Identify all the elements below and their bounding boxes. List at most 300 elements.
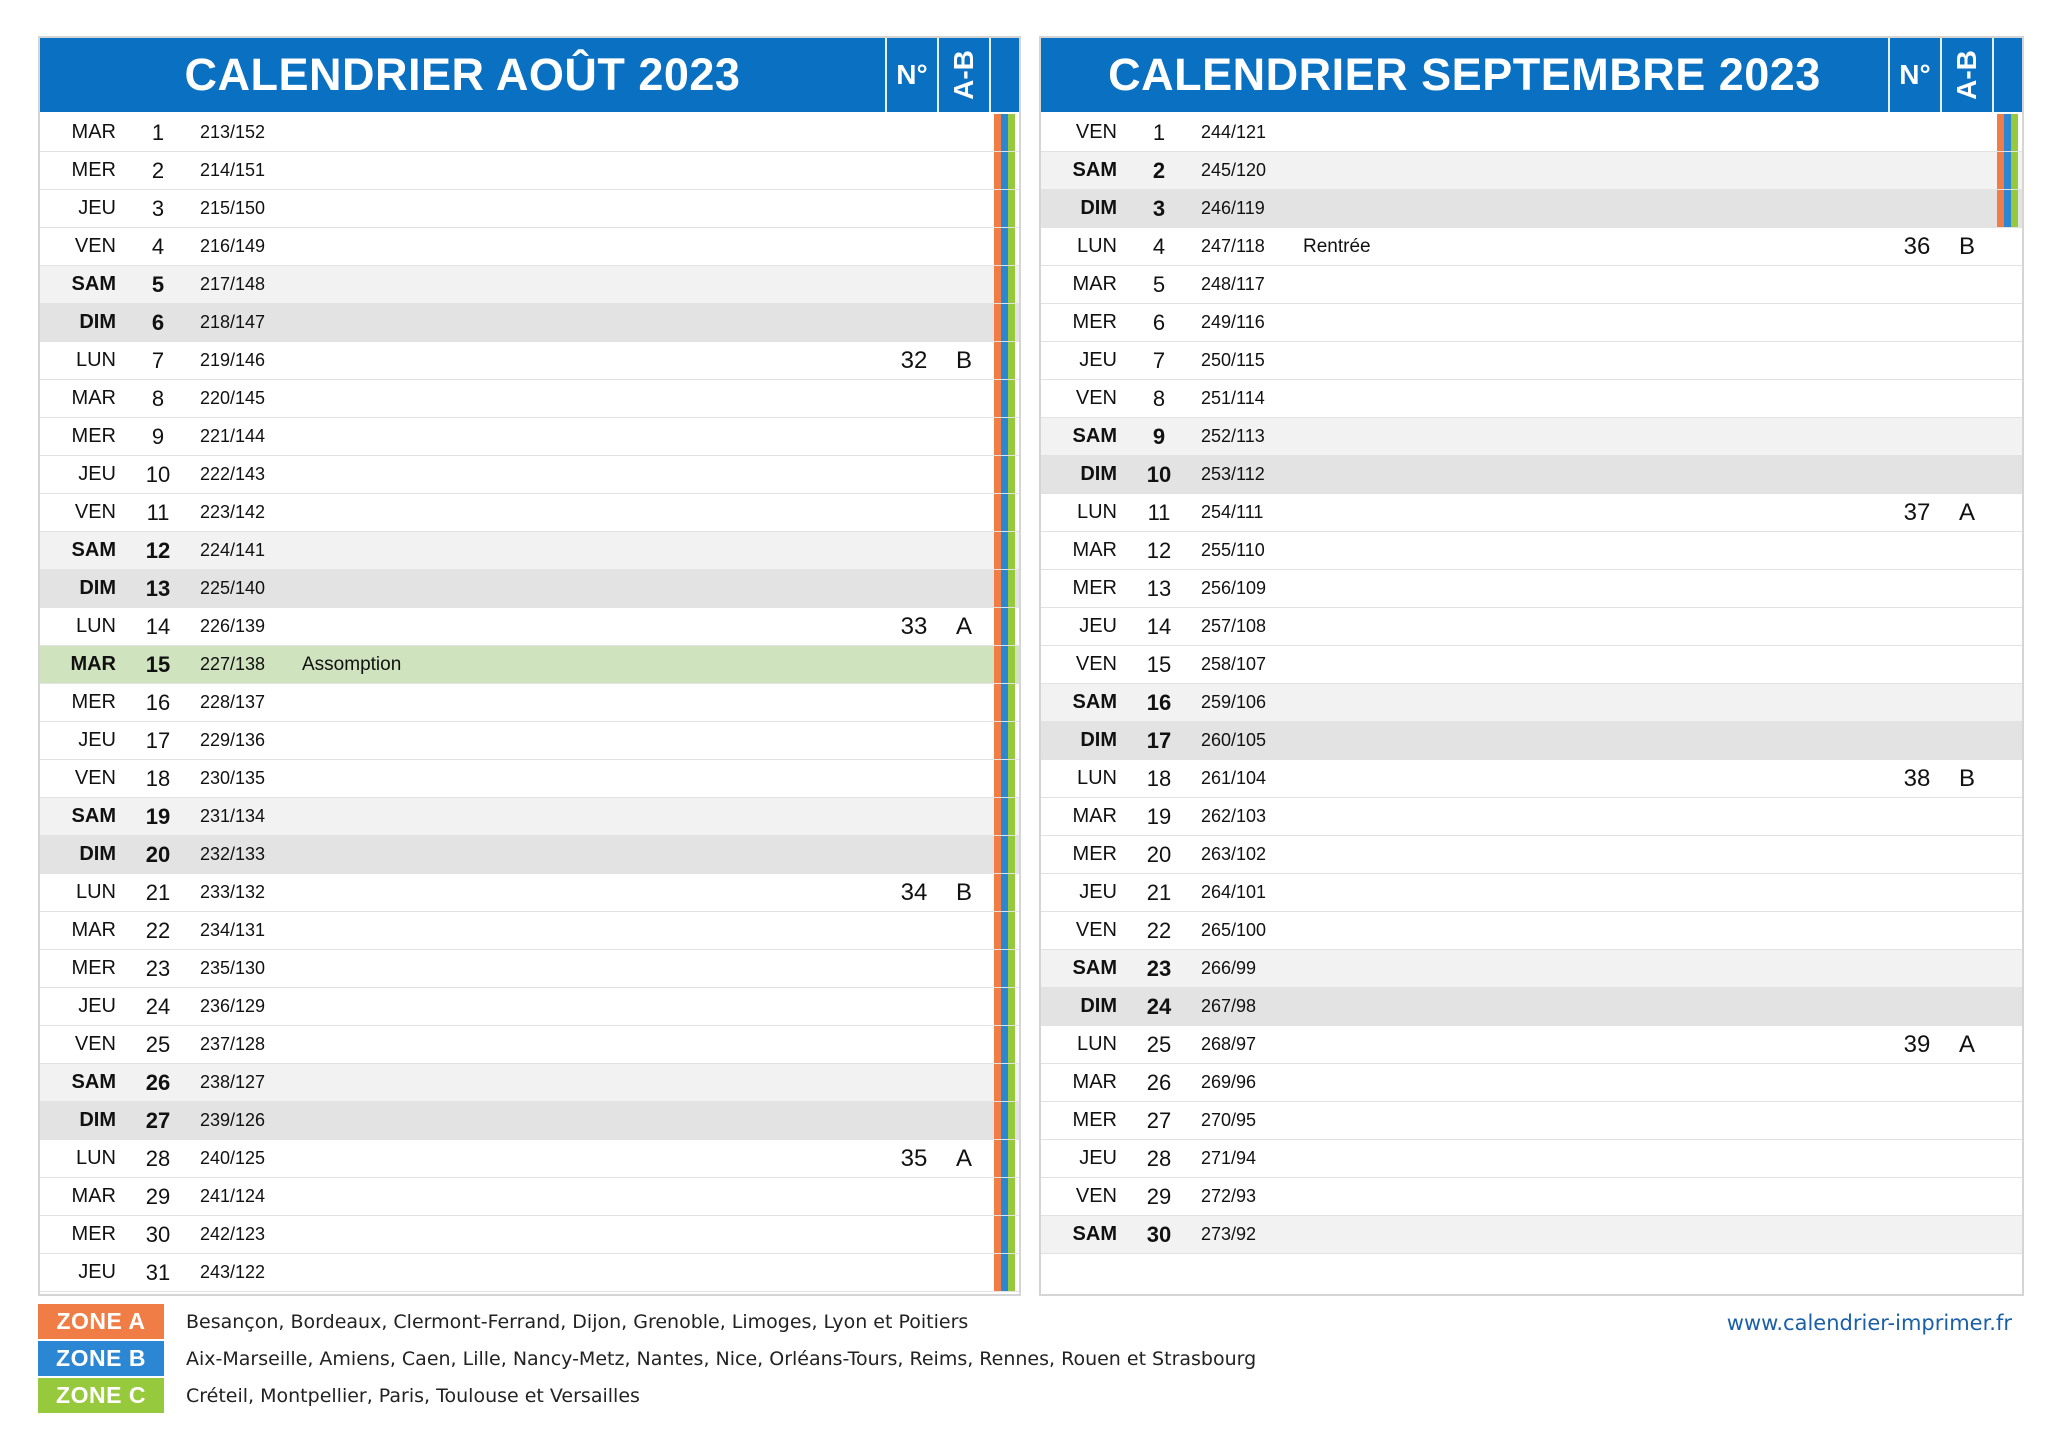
day-number: 28 — [145, 1145, 171, 1171]
year-day-count: 268/97 — [1201, 1034, 1257, 1054]
day-of-week: SAM — [71, 273, 116, 295]
zone-c-stripe — [1008, 1178, 1015, 1215]
day-number: 1 — [1152, 119, 1166, 145]
year-day-count: 230/135 — [200, 768, 266, 788]
day-number: 1 — [151, 119, 165, 145]
day-of-week: VEN — [1075, 121, 1117, 143]
zone-c-stripe — [1008, 1102, 1015, 1139]
ab-week: B — [955, 346, 972, 374]
day-number: 29 — [145, 1183, 171, 1209]
day-number: 16 — [1146, 689, 1172, 715]
day-of-week: MAR — [71, 121, 116, 143]
year-day-count: 241/124 — [200, 1186, 266, 1206]
zone-b-badge: ZONE B — [38, 1341, 164, 1376]
day-of-week: MER — [1072, 843, 1117, 865]
day-row — [40, 798, 1019, 836]
zone-a-stripe — [994, 342, 1001, 379]
day-of-week: MAR — [71, 1185, 116, 1207]
day-number: 19 — [1146, 803, 1172, 829]
zone-stripes — [1992, 418, 2022, 455]
year-day-count: 253/112 — [1201, 464, 1265, 484]
calendar-title: CALENDRIER AOÛT 2023 — [184, 49, 741, 100]
day-row — [40, 1064, 1019, 1102]
zone-stripes — [1992, 114, 2022, 151]
day-number: 12 — [145, 537, 171, 563]
day-number: 13 — [1146, 575, 1172, 601]
zone-stripes — [989, 1026, 1019, 1063]
zone-c-stripe — [1008, 1140, 1015, 1177]
day-row — [40, 418, 1019, 456]
zone-a-stripe — [994, 1178, 1001, 1215]
zone-a-stripe — [994, 1254, 1001, 1291]
zone-c-stripe — [1008, 1064, 1015, 1101]
day-of-week: VEN — [1075, 653, 1117, 675]
day-of-week: VEN — [74, 767, 116, 789]
zone-a-stripe — [1997, 114, 2004, 151]
zone-stripes — [989, 722, 1019, 759]
year-day-count: 270/95 — [1201, 1110, 1257, 1130]
zone-a-stripe — [994, 570, 1001, 607]
year-day-count: 257/108 — [1201, 616, 1267, 636]
day-of-week: SAM — [1072, 691, 1117, 713]
day-row — [1041, 836, 2022, 874]
calendar-september — [1039, 36, 2024, 1296]
zone-c-stripe — [1008, 1216, 1015, 1253]
day-row — [40, 874, 1019, 912]
ab-week: A — [1958, 1030, 1975, 1058]
day-number: 8 — [1152, 385, 1166, 411]
day-of-week: MER — [1072, 577, 1117, 599]
day-row — [40, 570, 1019, 608]
zone-b-stripe — [2004, 152, 2011, 189]
ab-week: B — [955, 878, 972, 906]
year-day-count: 258/107 — [1201, 654, 1267, 674]
day-of-week: MAR — [1072, 273, 1117, 295]
zone-a-stripe — [994, 304, 1001, 341]
day-row — [40, 646, 1019, 684]
calendar-header — [40, 38, 1019, 112]
zone-stripes — [989, 1102, 1019, 1139]
zone-c-stripe — [2011, 152, 2018, 189]
zone-stripes — [1992, 228, 2022, 265]
zone-stripes — [989, 1064, 1019, 1101]
zone-stripes — [1992, 456, 2022, 493]
day-of-week: SAM — [1072, 1223, 1117, 1245]
day-row — [40, 1026, 1019, 1064]
zone-a-stripe — [994, 228, 1001, 265]
day-row — [40, 760, 1019, 798]
day-row — [1041, 1064, 2022, 1102]
year-day-count: 226/139 — [200, 616, 266, 636]
year-day-count: 259/106 — [1201, 692, 1267, 712]
day-row — [40, 912, 1019, 950]
day-of-week: MER — [71, 1223, 116, 1245]
zone-c-stripe — [1008, 950, 1015, 987]
zone-b-stripe — [1001, 1178, 1008, 1215]
zone-stripes — [1992, 342, 2022, 379]
zone-b-stripe — [1001, 1102, 1008, 1139]
day-row — [40, 228, 1019, 266]
day-of-week: DIM — [1080, 729, 1117, 751]
zone-b-stripe — [1001, 1254, 1008, 1291]
day-of-week: LUN — [75, 615, 116, 637]
year-day-count: 265/100 — [1201, 920, 1267, 940]
zone-a-stripe — [994, 760, 1001, 797]
zone-b-stripe — [1001, 304, 1008, 341]
day-number: 30 — [145, 1221, 171, 1247]
year-day-count: 244/121 — [1201, 122, 1267, 142]
event-label: Rentrée — [1303, 235, 1371, 257]
zone-c-stripe — [1008, 304, 1015, 341]
zone-b-stripe — [1001, 798, 1008, 835]
day-row — [40, 152, 1019, 190]
week-number: 36 — [1903, 232, 1931, 260]
day-row — [1041, 266, 2022, 304]
day-of-week: MAR — [70, 653, 116, 675]
zone-stripes — [1992, 152, 2022, 189]
zone-c-stripe — [1008, 646, 1015, 683]
week-number: 35 — [900, 1144, 928, 1172]
day-number: 23 — [1146, 955, 1172, 981]
website-link[interactable]: www.calendrier-imprimer.fr — [1726, 1311, 2012, 1335]
legend-zone-b — [38, 1341, 1256, 1376]
zone-stripes — [1992, 608, 2022, 645]
day-number: 25 — [145, 1031, 171, 1057]
day-of-week: MER — [1072, 311, 1117, 333]
day-row — [40, 494, 1019, 532]
zone-stripes — [1992, 722, 2022, 759]
day-number: 26 — [145, 1069, 171, 1095]
zone-b-stripe — [1001, 1064, 1008, 1101]
zone-stripes — [1992, 190, 2022, 227]
day-row — [1041, 1140, 2022, 1178]
zone-a-stripe — [994, 418, 1001, 455]
day-of-week: SAM — [71, 1071, 116, 1093]
zone-a-stripe — [994, 456, 1001, 493]
year-day-count: 224/141 — [200, 540, 266, 560]
day-row — [1041, 190, 2022, 228]
day-number: 20 — [145, 841, 171, 867]
day-number: 4 — [1152, 233, 1166, 259]
event-label: Assomption — [302, 653, 402, 675]
day-row — [40, 722, 1019, 760]
day-row — [1041, 1216, 2022, 1254]
legend-zone-c — [38, 1378, 640, 1413]
year-day-count: 228/137 — [200, 692, 266, 712]
day-row — [1041, 760, 2022, 798]
zone-stripes — [989, 912, 1019, 949]
day-of-week: DIM — [79, 843, 116, 865]
day-number: 23 — [145, 955, 171, 981]
day-row — [40, 1216, 1019, 1254]
day-number: 25 — [1146, 1031, 1172, 1057]
zone-b-stripe — [1001, 874, 1008, 911]
year-day-count: 218/147 — [200, 312, 266, 332]
year-day-count: 223/142 — [200, 502, 266, 522]
calendar-header — [1041, 38, 2022, 112]
day-row — [40, 950, 1019, 988]
zone-c-stripe — [2011, 114, 2018, 151]
day-of-week: MAR — [1072, 805, 1117, 827]
ab-week: B — [1958, 232, 1975, 260]
day-row — [1041, 304, 2022, 342]
year-day-count: 236/129 — [200, 996, 266, 1016]
zone-stripes — [1992, 1064, 2022, 1101]
day-of-week: SAM — [71, 805, 116, 827]
zone-stripes — [989, 874, 1019, 911]
zone-a-stripe — [1997, 190, 2004, 227]
week-number: 32 — [900, 346, 928, 374]
day-number: 27 — [145, 1107, 171, 1133]
zone-c-stripe — [1008, 1254, 1015, 1291]
day-row — [40, 190, 1019, 228]
year-day-count: 255/110 — [1201, 540, 1265, 560]
zone-stripes — [989, 114, 1019, 151]
zone-stripes — [989, 1140, 1019, 1177]
day-row — [1041, 456, 2022, 494]
day-row — [40, 836, 1019, 874]
day-of-week: MER — [71, 957, 116, 979]
zone-a-stripe — [1997, 152, 2004, 189]
zone-c-stripe — [1008, 836, 1015, 873]
day-number: 3 — [151, 195, 165, 221]
day-number: 15 — [145, 651, 171, 677]
ab-week: B — [1958, 764, 1975, 792]
day-number: 3 — [1152, 195, 1166, 221]
zone-stripes — [989, 266, 1019, 303]
day-number: 18 — [145, 765, 171, 791]
zone-stripes — [989, 380, 1019, 417]
day-row — [1041, 950, 2022, 988]
year-day-count: 262/103 — [1201, 806, 1267, 826]
day-row — [40, 114, 1019, 152]
day-number: 28 — [1146, 1145, 1172, 1171]
year-day-count: 271/94 — [1201, 1148, 1257, 1168]
zone-stripes — [989, 418, 1019, 455]
day-row — [1041, 722, 2022, 760]
zone-b-stripe — [1001, 1140, 1008, 1177]
zone-c-stripe — [1008, 342, 1015, 379]
zone-a-stripe — [994, 646, 1001, 683]
year-day-count: 229/136 — [200, 730, 266, 750]
year-day-count: 269/96 — [1201, 1072, 1257, 1092]
zone-stripes — [989, 646, 1019, 683]
day-of-week: MER — [1072, 1109, 1117, 1131]
day-row — [1041, 342, 2022, 380]
zone-c-stripe — [1008, 874, 1015, 911]
zone-stripes — [989, 532, 1019, 569]
day-of-week: MAR — [1072, 1071, 1117, 1093]
day-of-week: JEU — [78, 1261, 116, 1283]
zone-stripes — [989, 950, 1019, 987]
week-number-header: N° — [1888, 38, 1940, 112]
day-number: 14 — [1146, 613, 1172, 639]
zone-column-header — [989, 38, 1019, 112]
day-number: 8 — [151, 385, 165, 411]
day-of-week: LUN — [1076, 501, 1117, 523]
day-of-week: JEU — [78, 729, 116, 751]
year-day-count: 227/138 — [200, 654, 266, 674]
zone-c-stripe — [1008, 152, 1015, 189]
day-of-week: LUN — [1076, 1033, 1117, 1055]
day-of-week: SAM — [1072, 957, 1117, 979]
zone-c-stripe — [1008, 494, 1015, 531]
zone-stripes — [989, 988, 1019, 1025]
zone-stripes — [1992, 684, 2022, 721]
zone-stripes — [989, 684, 1019, 721]
day-row — [1041, 380, 2022, 418]
zone-b-stripe — [2004, 114, 2011, 151]
day-number: 16 — [145, 689, 171, 715]
zone-stripes — [989, 1178, 1019, 1215]
zone-stripes — [989, 304, 1019, 341]
day-of-week: LUN — [1076, 235, 1117, 257]
year-day-count: 242/123 — [200, 1224, 266, 1244]
day-row — [1041, 988, 2022, 1026]
week-number: 39 — [1903, 1030, 1931, 1058]
day-row — [1041, 570, 2022, 608]
year-day-count: 272/93 — [1201, 1186, 1257, 1206]
day-row — [1041, 684, 2022, 722]
zone-b-stripe — [1001, 836, 1008, 873]
day-row — [40, 684, 1019, 722]
zone-a-stripe — [994, 988, 1001, 1025]
zone-b-stripe — [1001, 912, 1008, 949]
day-number: 2 — [1152, 157, 1166, 183]
zone-stripes — [989, 342, 1019, 379]
day-number: 11 — [146, 499, 170, 525]
zone-stripes — [1992, 912, 2022, 949]
zone-a-stripe — [994, 190, 1001, 227]
zone-a-badge: ZONE A — [38, 1304, 164, 1339]
zone-b-stripe — [1001, 722, 1008, 759]
zone-b-stripe — [2004, 190, 2011, 227]
day-of-week: LUN — [75, 881, 116, 903]
zone-stripes — [989, 570, 1019, 607]
day-row — [1041, 228, 2022, 266]
day-number: 10 — [145, 461, 171, 487]
day-row — [40, 380, 1019, 418]
day-row — [1041, 1178, 2022, 1216]
zone-a-stripe — [994, 798, 1001, 835]
zone-stripes — [989, 190, 1019, 227]
year-day-count: 267/98 — [1201, 996, 1257, 1016]
zone-b-stripe — [1001, 532, 1008, 569]
year-day-count: 254/111 — [1201, 502, 1264, 522]
year-day-count: 222/143 — [200, 464, 266, 484]
day-number: 31 — [145, 1259, 171, 1285]
zone-c-cities: Créteil, Montpellier, Paris, Toulouse et Versailles — [186, 1384, 640, 1407]
year-day-count: 251/114 — [1201, 388, 1265, 408]
year-day-count: 235/130 — [200, 958, 266, 978]
zone-stripes — [1992, 380, 2022, 417]
day-row — [40, 988, 1019, 1026]
zone-a-stripe — [994, 494, 1001, 531]
ab-week-header — [937, 38, 989, 112]
zone-b-stripe — [1001, 228, 1008, 265]
day-of-week: MER — [71, 159, 116, 181]
week-number: 37 — [1903, 498, 1931, 526]
day-row — [1041, 532, 2022, 570]
year-day-count: 252/113 — [1201, 426, 1265, 446]
zone-c-stripe — [1008, 988, 1015, 1025]
day-number: 27 — [1146, 1107, 1172, 1133]
day-row — [1041, 418, 2022, 456]
zone-b-stripe — [1001, 114, 1008, 151]
year-day-count: 215/150 — [200, 198, 266, 218]
zone-stripes — [1992, 874, 2022, 911]
day-number: 14 — [145, 613, 171, 639]
day-of-week: MER — [71, 691, 116, 713]
week-number: 33 — [900, 612, 928, 640]
day-of-week: VEN — [74, 235, 116, 257]
day-row — [40, 304, 1019, 342]
day-of-week: MER — [71, 425, 116, 447]
year-day-count: 247/118 — [1201, 236, 1265, 256]
day-number: 9 — [151, 423, 165, 449]
zone-c-stripe — [1008, 380, 1015, 417]
legend-zone-a — [38, 1304, 968, 1339]
week-number: 38 — [1903, 764, 1931, 792]
year-day-count: 219/146 — [200, 350, 266, 370]
zone-c-stripe — [1008, 266, 1015, 303]
zone-a-stripe — [994, 152, 1001, 189]
zone-stripes — [1992, 494, 2022, 531]
zone-stripes — [1992, 1178, 2022, 1215]
zone-b-cities: Aix-Marseille, Amiens, Caen, Lille, Nancy-Metz, Nantes, Nice, Orléans-Tours, Reims, Rennes, Rouen et Strasbourg — [186, 1347, 1257, 1370]
day-row — [40, 266, 1019, 304]
year-day-count: 234/131 — [200, 920, 266, 940]
zone-a-stripe — [994, 836, 1001, 873]
day-row — [40, 456, 1019, 494]
ab-week-header — [1940, 38, 1992, 112]
year-day-count: 273/92 — [1201, 1224, 1257, 1244]
day-number: 11 — [1147, 499, 1171, 525]
day-of-week: LUN — [75, 1147, 116, 1169]
zone-b-stripe — [1001, 190, 1008, 227]
year-day-count: 221/144 — [200, 426, 266, 446]
day-of-week: JEU — [78, 463, 116, 485]
day-number: 22 — [145, 917, 171, 943]
day-row — [40, 1140, 1019, 1178]
day-number: 4 — [151, 233, 165, 259]
zone-a-stripe — [994, 912, 1001, 949]
zone-b-stripe — [1001, 152, 1008, 189]
day-row — [40, 1254, 1019, 1292]
year-day-count: 213/152 — [200, 122, 266, 142]
zone-stripes — [989, 494, 1019, 531]
zone-c-badge: ZONE C — [38, 1378, 164, 1413]
zone-b-stripe — [1001, 342, 1008, 379]
zone-stripes — [1992, 532, 2022, 569]
year-day-count: 261/104 — [1201, 768, 1267, 788]
zone-b-stripe — [1001, 418, 1008, 455]
zone-b-stripe — [1001, 380, 1008, 417]
zone-c-stripe — [1008, 190, 1015, 227]
day-row — [1041, 114, 2022, 152]
day-number: 20 — [1146, 841, 1172, 867]
zone-a-stripe — [994, 1140, 1001, 1177]
day-number: 17 — [145, 727, 171, 753]
zone-c-stripe — [1008, 456, 1015, 493]
day-number: 7 — [151, 347, 165, 373]
zone-stripes — [1992, 1216, 2022, 1253]
zone-a-stripe — [994, 1064, 1001, 1101]
year-day-count: 220/145 — [200, 388, 266, 408]
day-of-week: SAM — [1072, 425, 1117, 447]
day-of-week: SAM — [1072, 159, 1117, 181]
calendar-rows — [40, 114, 1019, 1292]
